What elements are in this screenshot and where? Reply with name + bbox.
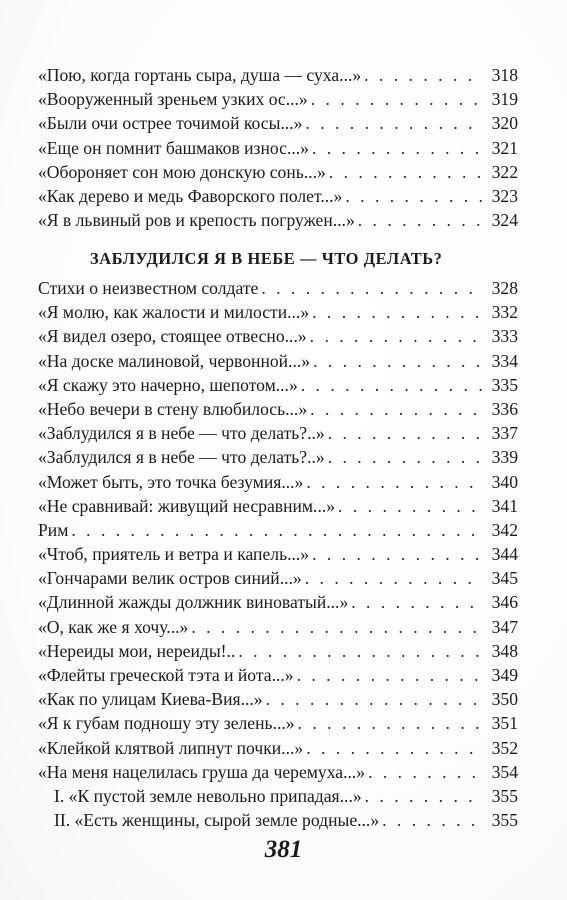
toc-entry-title: «О, как же я хочу...» — [38, 616, 189, 637]
toc-entry — [38, 160, 518, 184]
toc-entry — [38, 397, 518, 421]
dot-leader — [345, 184, 482, 208]
toc-entry — [38, 615, 518, 639]
dot-leader — [328, 421, 482, 445]
toc-entry-page: 333 — [491, 326, 518, 347]
toc-entry — [38, 566, 518, 590]
toc-entry — [38, 590, 518, 614]
toc-entry-page: 349 — [491, 665, 518, 685]
toc-entry-page: 355 — [491, 785, 518, 806]
toc-entry-page: 328 — [491, 278, 518, 298]
toc-entry-title: «Гончарами велик остров синий...» — [38, 568, 302, 589]
toc-entry-title: «Я в львиный ров и крепость погружен...» — [38, 210, 355, 231]
toc-entry — [38, 687, 518, 711]
toc-entry-page: 318 — [491, 65, 518, 85]
toc-entry-title: «Я молю, как жалости и милости...» — [38, 302, 310, 323]
dot-leader — [328, 445, 482, 469]
dot-leader — [368, 760, 482, 784]
toc-entry-page: 354 — [491, 761, 518, 782]
toc-entry-page: 347 — [491, 616, 518, 637]
toc-entry — [38, 470, 518, 494]
dot-leader — [365, 784, 482, 808]
toc-entry-title: «Пою, когда гортань сыра, душа — суха...» — [38, 65, 362, 85]
toc-entry — [38, 736, 518, 760]
dot-leader — [297, 663, 482, 687]
dot-leader — [312, 136, 482, 160]
toc-entry — [38, 494, 518, 518]
toc-entry — [38, 349, 518, 373]
dot-leader — [364, 63, 482, 87]
dot-leader — [301, 373, 482, 397]
toc-entry — [38, 421, 518, 445]
toc-entry — [38, 711, 518, 735]
toc-entry-title: II. «Есть женщины, сырой земле родные...» — [54, 810, 380, 831]
toc-entry-page: 334 — [491, 350, 518, 371]
toc-entry-page: 322 — [491, 161, 518, 182]
toc-entry — [38, 136, 518, 160]
toc-entry-page: 351 — [491, 713, 518, 734]
dot-leader — [306, 736, 482, 760]
toc-entry-title: «Флейты греческой тэта и йота...» — [38, 665, 294, 685]
toc-entry-page: 336 — [491, 398, 518, 419]
toc-entry-title: «На меня нацелилась груша да черемуха...» — [38, 761, 366, 782]
dot-leader — [329, 160, 482, 184]
toc-entry — [38, 542, 518, 566]
dot-leader — [305, 566, 482, 590]
toc-entry-page: 320 — [491, 113, 518, 134]
toc-entry-title: «Небо вечери в стену влюбилось...» — [38, 398, 308, 419]
toc-entry-page: 348 — [491, 640, 518, 661]
toc-entry-page: 332 — [491, 302, 518, 323]
dot-leader — [313, 349, 482, 373]
toc-entry-page: 337 — [491, 423, 518, 444]
dot-leader — [312, 300, 482, 324]
toc-entry — [38, 663, 518, 687]
section-heading: ЗАБЛУДИЛСЯ Я В НЕБЕ — ЧТО ДЕЛАТЬ? — [90, 249, 443, 268]
toc-entry-title: «Заблудился я в небе — что делать?..» — [38, 447, 325, 468]
toc-entry-page: 346 — [491, 592, 518, 613]
toc-entry — [38, 87, 518, 111]
toc-entry-page: 319 — [491, 89, 518, 110]
dot-leader — [191, 615, 482, 639]
toc-entry — [38, 324, 518, 348]
toc-entry-title: «Чтоб, приятель и ветра и капель...» — [38, 544, 310, 565]
toc-entry-page: 324 — [491, 210, 518, 231]
toc-entry — [38, 445, 518, 469]
toc-entry-page: 335 — [491, 374, 518, 395]
toc-entry-page: 341 — [491, 495, 518, 516]
toc-entry-title: «Вооруженный зреньем узких ос...» — [38, 89, 308, 110]
toc-entry-page: 342 — [491, 519, 518, 540]
toc-entry-title: «Я к губам подношу эту зелень...» — [38, 713, 295, 734]
dot-leader — [338, 494, 482, 518]
toc-entry-page: 344 — [491, 544, 518, 565]
toc-entry — [38, 300, 518, 324]
toc-entry-title: Рим — [38, 519, 69, 540]
toc-entry-title: «Клейкой клятвой липнут почки...» — [38, 737, 304, 758]
toc-entry-page: 323 — [491, 185, 518, 206]
toc-entry — [38, 184, 518, 208]
toc-entry-title: «Нереиды мои, нереиды!.. — [38, 640, 236, 661]
toc-entry-page: 340 — [491, 471, 518, 492]
toc-entry-page: 339 — [491, 447, 518, 468]
dot-leader — [382, 808, 482, 832]
toc-entry — [38, 208, 518, 232]
dot-leader — [298, 711, 482, 735]
toc-entry — [38, 760, 518, 784]
toc-entry — [38, 808, 518, 832]
toc-entry-title: «Может быть, это точка безумия...» — [38, 471, 304, 492]
toc-entry-page: 321 — [491, 137, 518, 158]
toc-entry-title: «Были очи острее точимой косы...» — [38, 113, 303, 134]
toc-entry-title: I. «К пустой земле невольно припадая...» — [54, 785, 362, 806]
toc-entry — [38, 373, 518, 397]
dot-leader — [306, 470, 482, 494]
toc-entry — [38, 639, 518, 663]
dot-leader — [310, 397, 482, 421]
dot-leader — [312, 542, 482, 566]
dot-leader — [71, 518, 482, 542]
dot-leader — [311, 87, 482, 111]
toc-entry-page: 345 — [491, 568, 518, 589]
toc-entry-title: «На доске малиновой, червонной...» — [38, 350, 311, 371]
toc-entry-title: «Я скажу это начерно, шепотом...» — [38, 374, 298, 395]
dot-leader — [310, 324, 482, 348]
page-number: 381 — [264, 836, 303, 863]
toc-entry — [38, 784, 518, 808]
dot-leader — [351, 590, 482, 614]
dot-leader — [261, 276, 482, 300]
toc-entry-title: «Обороняет сон мою донскую сонь...» — [38, 161, 326, 182]
toc-entry-title: «Еще он помнит башмаков износ...» — [38, 137, 309, 158]
toc-entry-title: «Как дерево и медь Фаворского полет...» — [38, 185, 343, 206]
toc-entry-page: 352 — [491, 737, 518, 758]
toc-entry — [38, 63, 518, 87]
toc-entry — [38, 111, 518, 135]
toc-entry-title: «Длинной жажды должник виноватый...» — [38, 592, 349, 613]
toc-entry-title: Стихи о неизвестном солдате — [38, 278, 259, 298]
toc-entry-page: 350 — [491, 689, 518, 710]
toc-list-bottom — [38, 276, 518, 832]
toc-list-top — [38, 63, 518, 232]
toc-entry-page: 355 — [491, 810, 518, 831]
dot-leader — [358, 208, 482, 232]
dot-leader — [266, 687, 482, 711]
toc-entry-title: «Я видел озеро, стоящее отвесно...» — [38, 326, 307, 347]
toc-entry-title: «Как по улицам Киева-Вия...» — [38, 689, 263, 710]
toc-entry — [38, 276, 518, 300]
toc-entry-title: «Заблудился я в небе — что делать?..» — [38, 423, 325, 444]
dot-leader — [305, 111, 482, 135]
toc-entry-title: «Не сравнивай: живущий несравним...» — [38, 495, 336, 516]
dot-leader — [238, 639, 482, 663]
toc-entry — [38, 518, 518, 542]
